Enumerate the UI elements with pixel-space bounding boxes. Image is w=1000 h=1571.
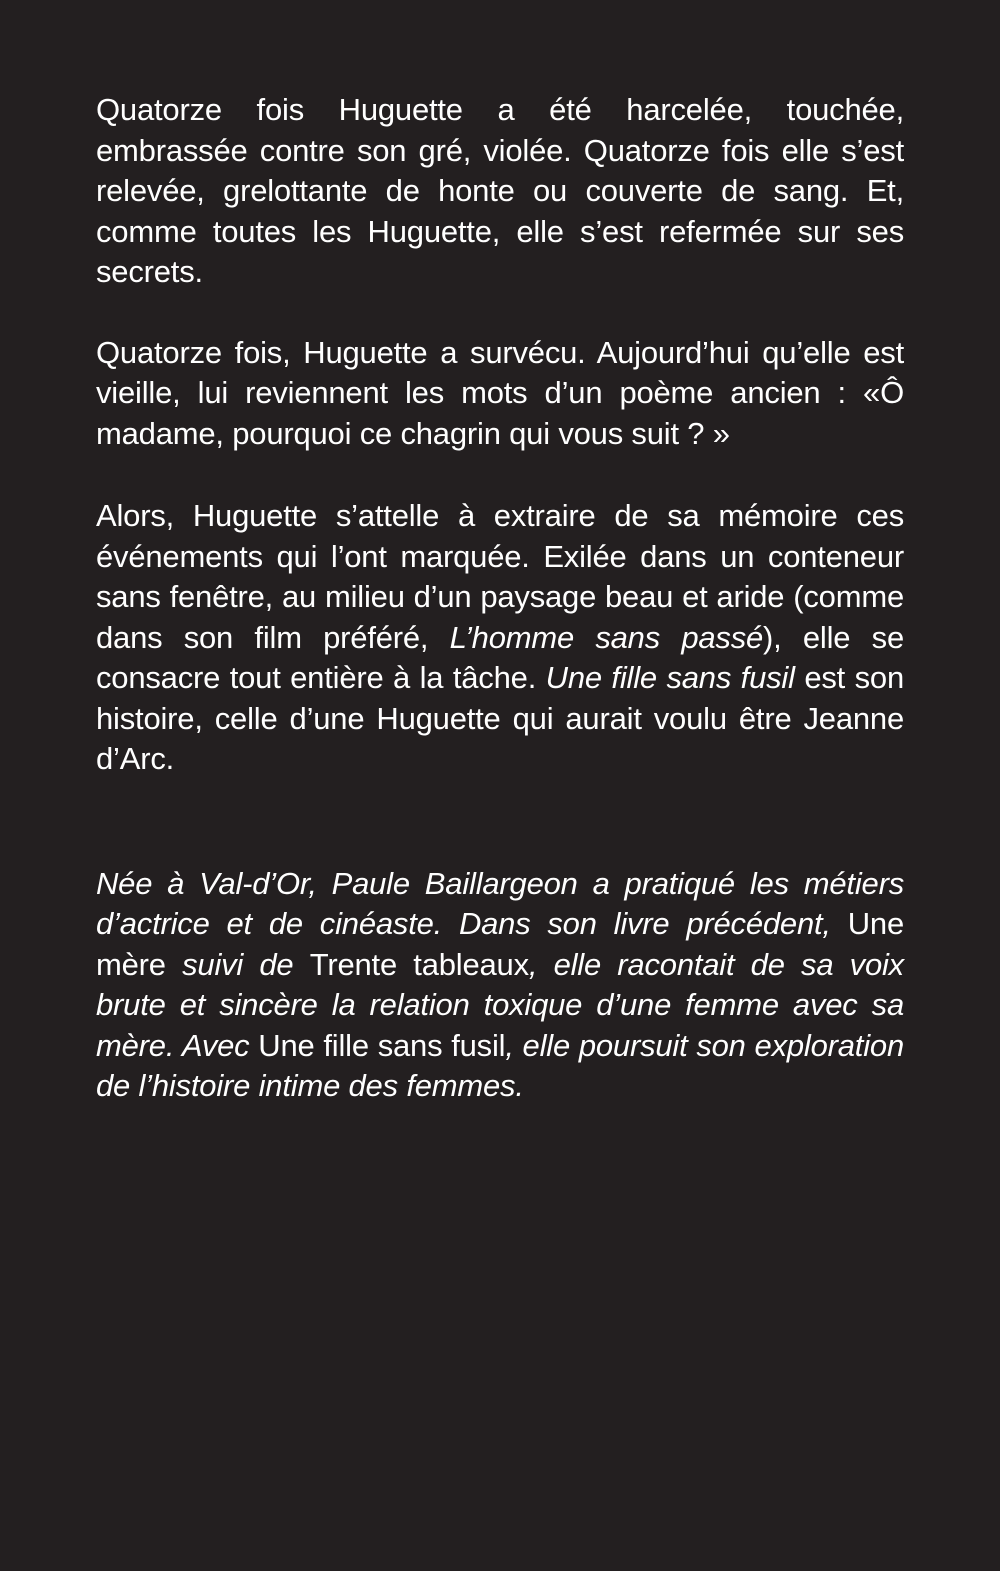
blurb-paragraph-3 [96,496,904,780]
blurb-text: Alors, Huguette s’attelle à extraire de sa mémoire ces événements qui l’ont marquée. Exilée dans un conteneur sans fenêtre, au milieu d’un paysage beau et aride (comme dans son film préféré, [96,498,904,655]
blurb-paragraph-2: Quatorze fois, Huguette a survécu. Aujourd’hui qu’elle est vieille, lui reviennent les mots d’un poème ancien : «Ô madame, pourquoi ce chagrin qui vous suit ? » [96,334,904,451]
book-title: Trente tableaux [309,946,529,982]
bio-text: , elle poursuit son exploration de l’histoire intime des femmes. [96,1027,904,1103]
film-title: L’homme sans passé [449,619,764,655]
blurb-paragraph-1: Quatorze fois Huguette a été harcelée, touchée, embrassée contre son gré, violée. Quatorze fois elle s’est relevée, grelottante de honte ou couverte de sang. Et, comme toutes les Huguette, elle s’est refermée sur ses secrets. [96,92,904,289]
book-title: Une mère [96,906,904,982]
bio-text: , elle racontait de sa voix brute et sincère la relation toxique d’une femme avec sa mère. Avec [96,946,904,1063]
bio-text: suivi de [165,946,310,982]
blurb-text: ), elle se consacre tout entière à la tâche. [96,619,904,695]
book-title: Une fille sans fusil [545,660,795,695]
book-title: Une fille sans fusil [258,1027,506,1063]
blurb-text: est son histoire, celle d’une Huguette qui aurait voulu être Jeanne d’Arc. [96,660,904,776]
author-bio [96,864,904,1107]
back-cover-text [96,90,904,1138]
bio-text: Née à Val-d’Or, Paule Baillargeon a pratiqué les métiers d’actrice et de cinéaste. Dans son livre précédent, [96,865,904,941]
